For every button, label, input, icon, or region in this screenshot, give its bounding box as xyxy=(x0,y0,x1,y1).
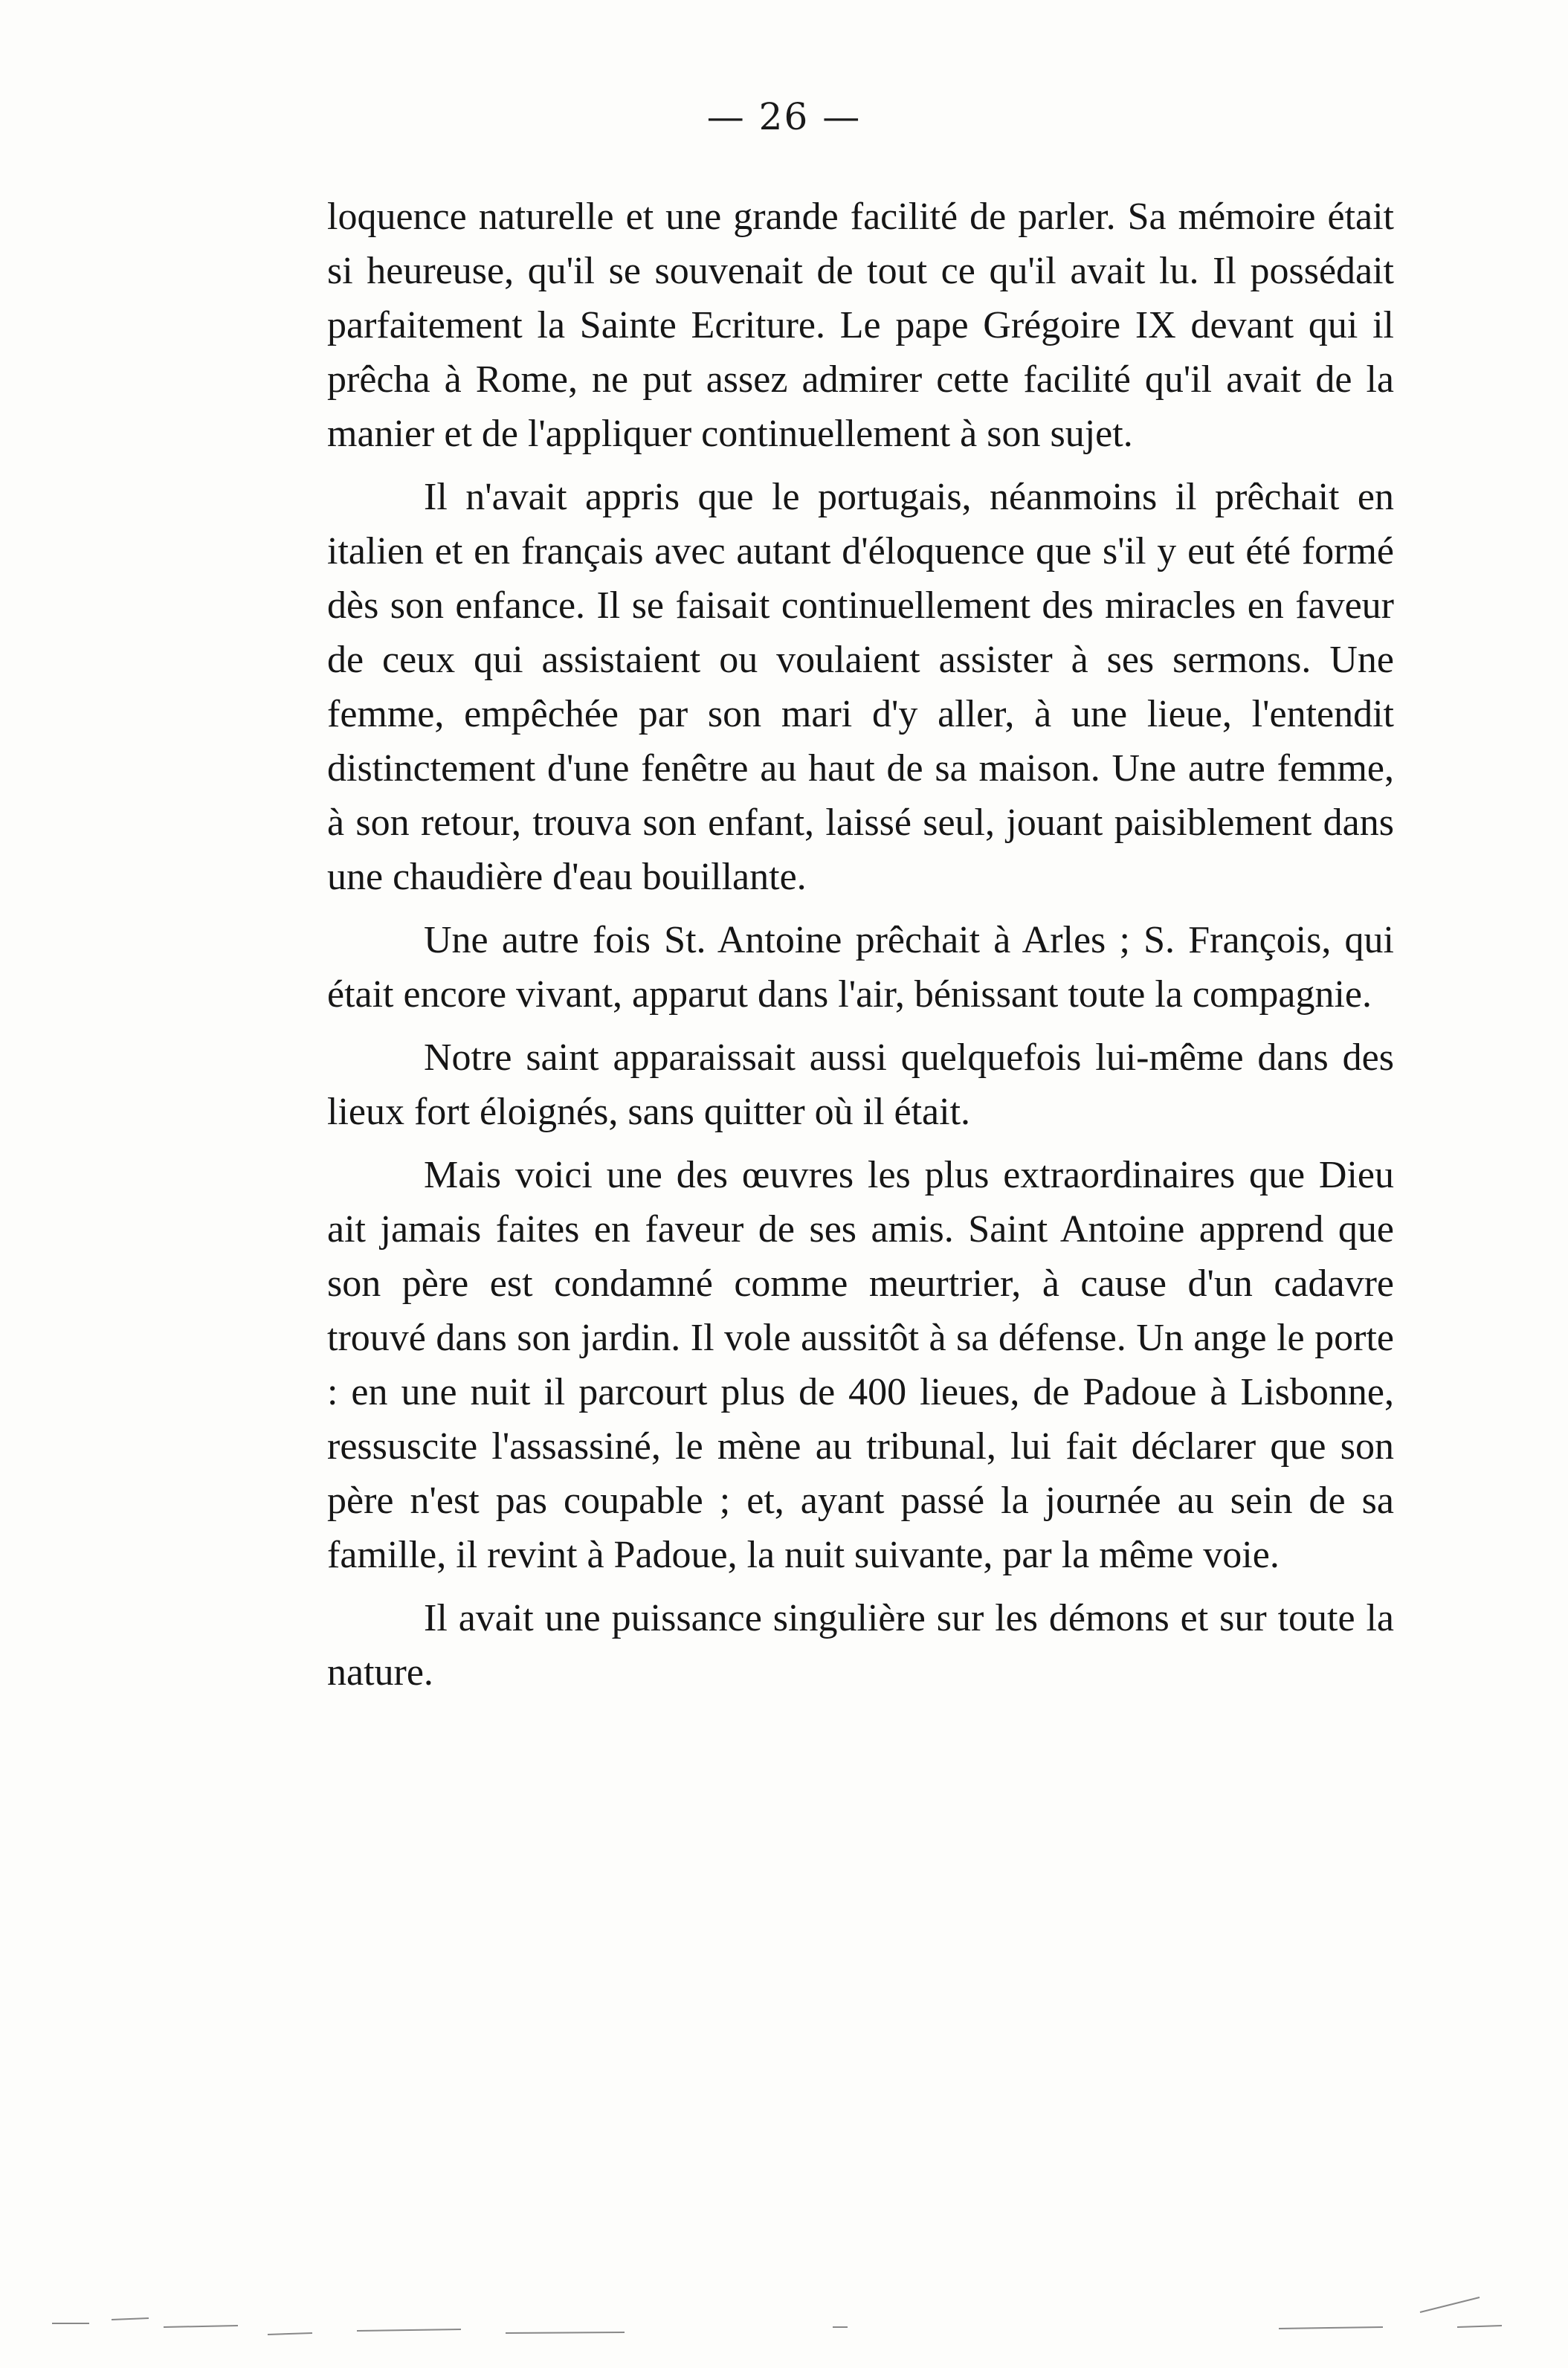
paragraph: Il n'avait appris que le portugais, néanmoins il prêchait en italien et en français avec autant d'éloquence que s'il y eut été formé dès son enfance. Il se faisait continuellement des miracles en faveur de ceux qui assistaient ou voulaient assister à ses sermons. Une femme, empêchée par son mari d'y aller, à une lieue, l'entendit distinctement d'une fenêtre au haut de sa maison. Une autre femme, à son retour, trouva son enfant, laissé seul, jouant paisiblement dans une chaudière d'eau bouillante. xyxy=(327,476,1394,898)
paragraph-continuation: loquence naturelle et une grande facilité de parler. Sa mémoire était si heureuse, qu'il se souvenait de tout ce qu'il avait lu. Il possédait parfaitement la Sainte Ecriture. Le pape Grégoire IX devant qui il prêcha à Rome, ne put assez admirer cette facilité qu'il avait de la manier et de l'appliquer continuellement à son sujet. xyxy=(327,196,1394,455)
page-number: — 26 — xyxy=(706,95,862,138)
paragraph: Il avait une puissance singulière sur les démons et sur toute la nature. xyxy=(327,1597,1394,1694)
paragraph: Mais voici une des œuvres les plus extraordinaires que Dieu ait jamais faites en faveur de ses amis. Saint Antoine apprend que son père est condamné comme meurtrier, à cause d'un cadavre trouvé dans son jardin. Il vole aussitôt à sa défense. Un ange le porte : en une nuit il parcourt plus de 400 lieues, de Padoue à Lisbonne, ressuscite l'assassiné, le mène au tribunal, lui fait déclarer que son père n'est pas coupable ; et, ayant passé la journée au sein de sa famille, il revint à Padoue, la nuit suivante, par la même voie. xyxy=(327,1154,1394,1576)
scan-noise-marks xyxy=(45,2245,1524,2349)
body-text xyxy=(327,190,1394,1709)
paragraph: Notre saint apparaissait aussi quelquefois lui-même dans des lieux fort éloignés, sans quitter où il était. xyxy=(327,1036,1394,1133)
paragraph: Une autre fois St. Antoine prêchait à Arles ; S. François, qui était encore vivant, apparut dans l'air, bénissant toute la compagnie. xyxy=(327,919,1394,1016)
